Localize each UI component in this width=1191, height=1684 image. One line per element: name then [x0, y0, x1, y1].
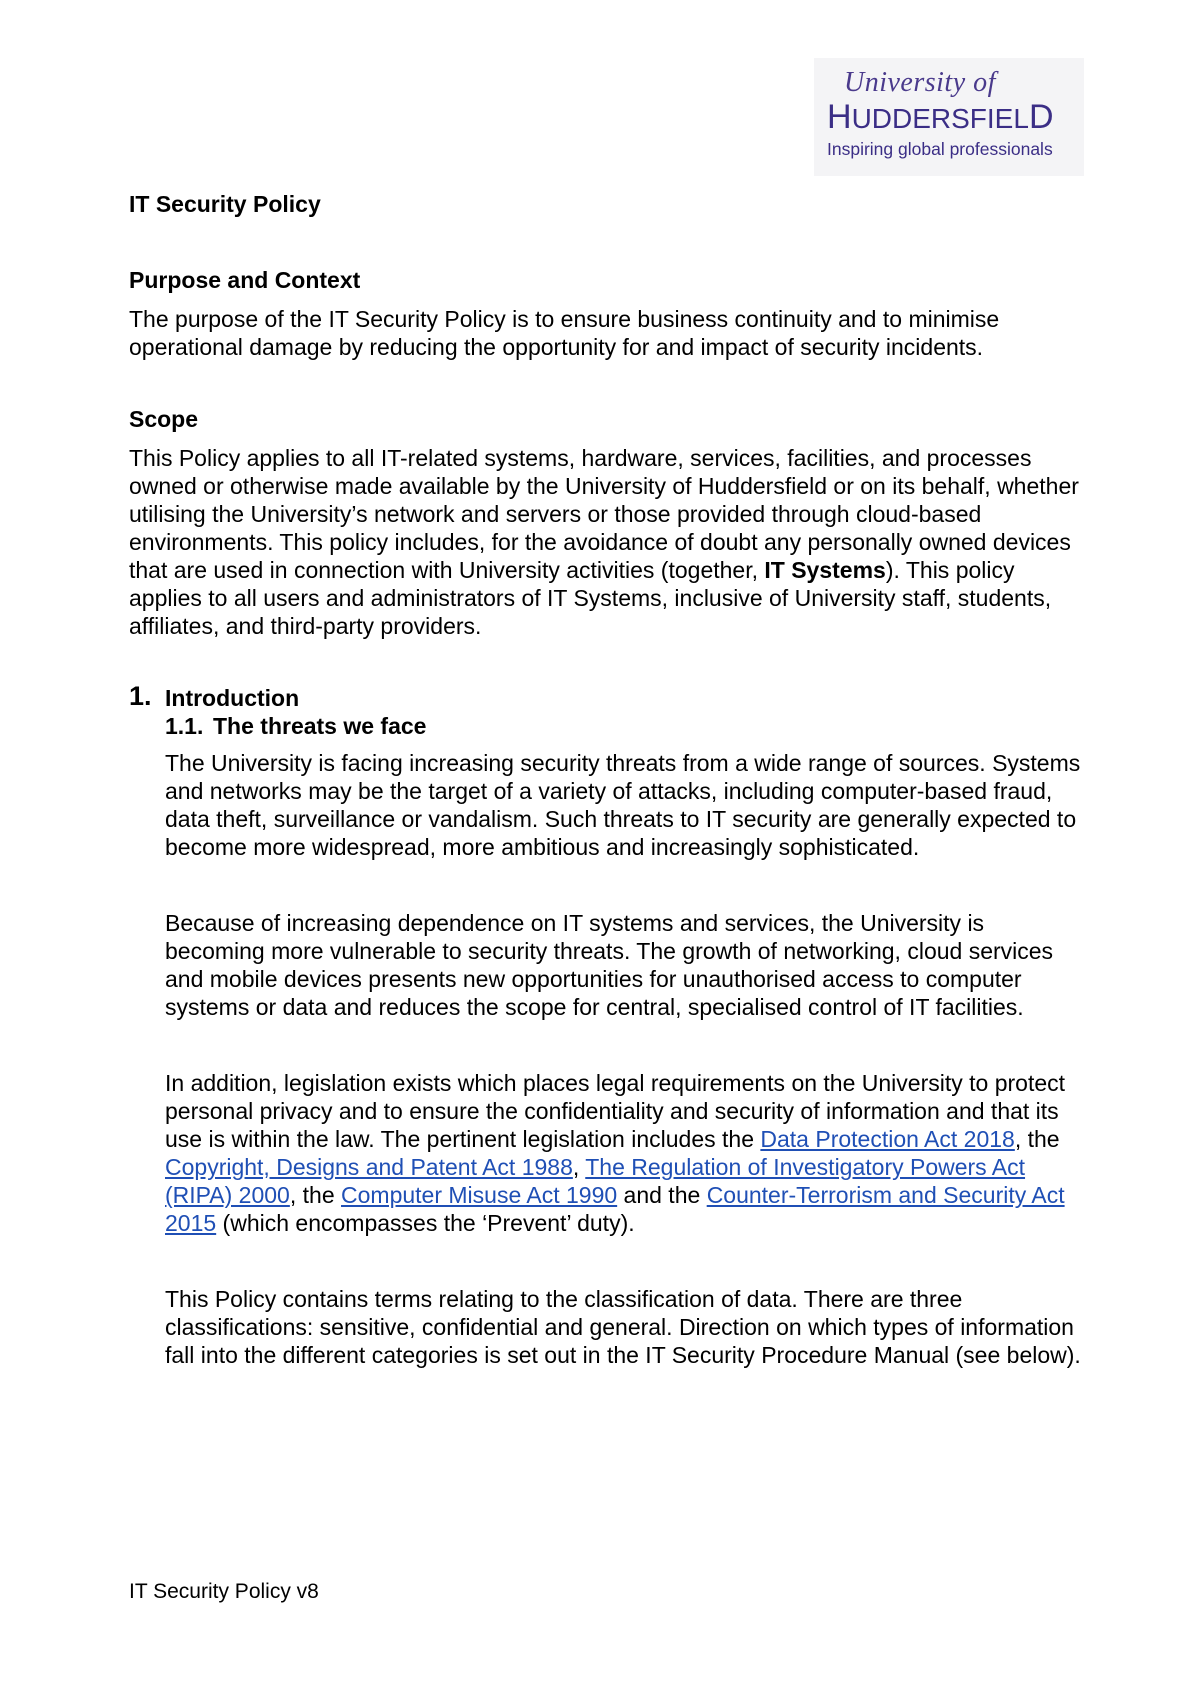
- threats-paragraph-1: The University is facing increasing security threats from a wide range of sources. Systems and networks may be the target of a variety of attacks, including computer-based fraud, data theft, surveillance or vandalism. Such threats to IT security are generally expected to become more widespread, more ambitious and increasingly sophisticated.: [165, 750, 1081, 860]
- scope-bold-term: IT Systems: [764, 557, 886, 583]
- logo-letter-d: D: [1028, 98, 1054, 136]
- scope-text: [129, 444, 1089, 640]
- page-footer: IT Security Policy v8: [129, 1580, 319, 1603]
- subsection-title: The threats we face: [213, 713, 427, 739]
- para3-text-f: (which encompasses the ‘Prevent’ duty).: [216, 1210, 635, 1236]
- logo-line-huddersfield: [814, 98, 1084, 138]
- para3-text-b: , the: [1014, 1126, 1060, 1152]
- purpose-text: The purpose of the IT Security Policy is to ensure business continuity and to minimise operational damage by reducing the opportunity for and impact of security incidents.: [129, 306, 1000, 360]
- threats-paragraph-3: [165, 1069, 1089, 1237]
- university-logo: [814, 58, 1084, 176]
- section-number: 1.: [129, 681, 152, 711]
- para3-text-d: , the: [289, 1182, 342, 1208]
- document-title: IT Security Policy: [129, 191, 321, 217]
- link-ripa[interactable]: The Regulation of Investigatory Powers Act (RIPA) 2000: [165, 1154, 1026, 1208]
- subsection-number: 1.1.: [165, 713, 204, 739]
- scope-text-part2: ). This policy applies to all users and administrators of IT Systems, inclusive of University staff, students, affiliates, and third-party providers.: [129, 557, 1052, 639]
- subsection-heading: [165, 712, 1089, 740]
- para3-text-a: In addition, legislation exists which places legal requirements on the University to protect personal privacy and to ensure the confidentiality and security of information and that its use is within the law. The pertinent legislation includes the: [165, 1070, 1066, 1152]
- link-computer-misuse-act[interactable]: Computer Misuse Act 1990: [341, 1182, 618, 1208]
- scope-heading: Scope: [129, 406, 199, 432]
- purpose-heading: Purpose and Context: [129, 267, 361, 293]
- scope-text-part1: This Policy applies to all IT-related systems, hardware, services, facilities, and processes owned or otherwise made available by the University of Huddersfield or on its behalf, whether utilising the University’s network and servers or those provided through cloud-based environments. This policy includes, for the avoidance of doubt any personally owned devices that are used in connection with University activities (together,: [129, 445, 1079, 583]
- para3-text-c: ,: [572, 1154, 586, 1180]
- para3-text-e: and the: [617, 1182, 707, 1208]
- section-introduction: [129, 681, 1089, 1369]
- logo-letters-middle: UDDERSFIEL: [851, 103, 1029, 134]
- threats-paragraph-4: This Policy contains terms relating to the classification of data. There are three classifications: sensitive, confidential and general. Direction on which types of information fall into the different categories is set out in the IT Security Procedure Manual (see below).: [165, 1286, 1081, 1368]
- link-counter-terrorism-act[interactable]: Counter-Terrorism and Security Act 2015: [165, 1182, 1065, 1236]
- section-heading: Introduction: [165, 685, 300, 711]
- link-data-protection-act[interactable]: Data Protection Act 2018: [760, 1126, 1015, 1152]
- logo-letter-h: H: [827, 98, 852, 136]
- logo-line-university-of: University of: [844, 67, 996, 98]
- document-body: [129, 190, 1089, 1369]
- link-copyright-act[interactable]: Copyright, Designs and Patent Act 1988: [165, 1154, 573, 1180]
- logo-tagline: Inspiring global professionals: [827, 139, 1053, 159]
- threats-paragraph-2: Because of increasing dependence on IT systems and services, the University is becoming more vulnerable to security threats. The growth of networking, cloud services and mobile devices presents new opportunities for unauthorised access to computer systems or data and reduces the scope for central, specialised control of IT facilities.: [165, 910, 1054, 1020]
